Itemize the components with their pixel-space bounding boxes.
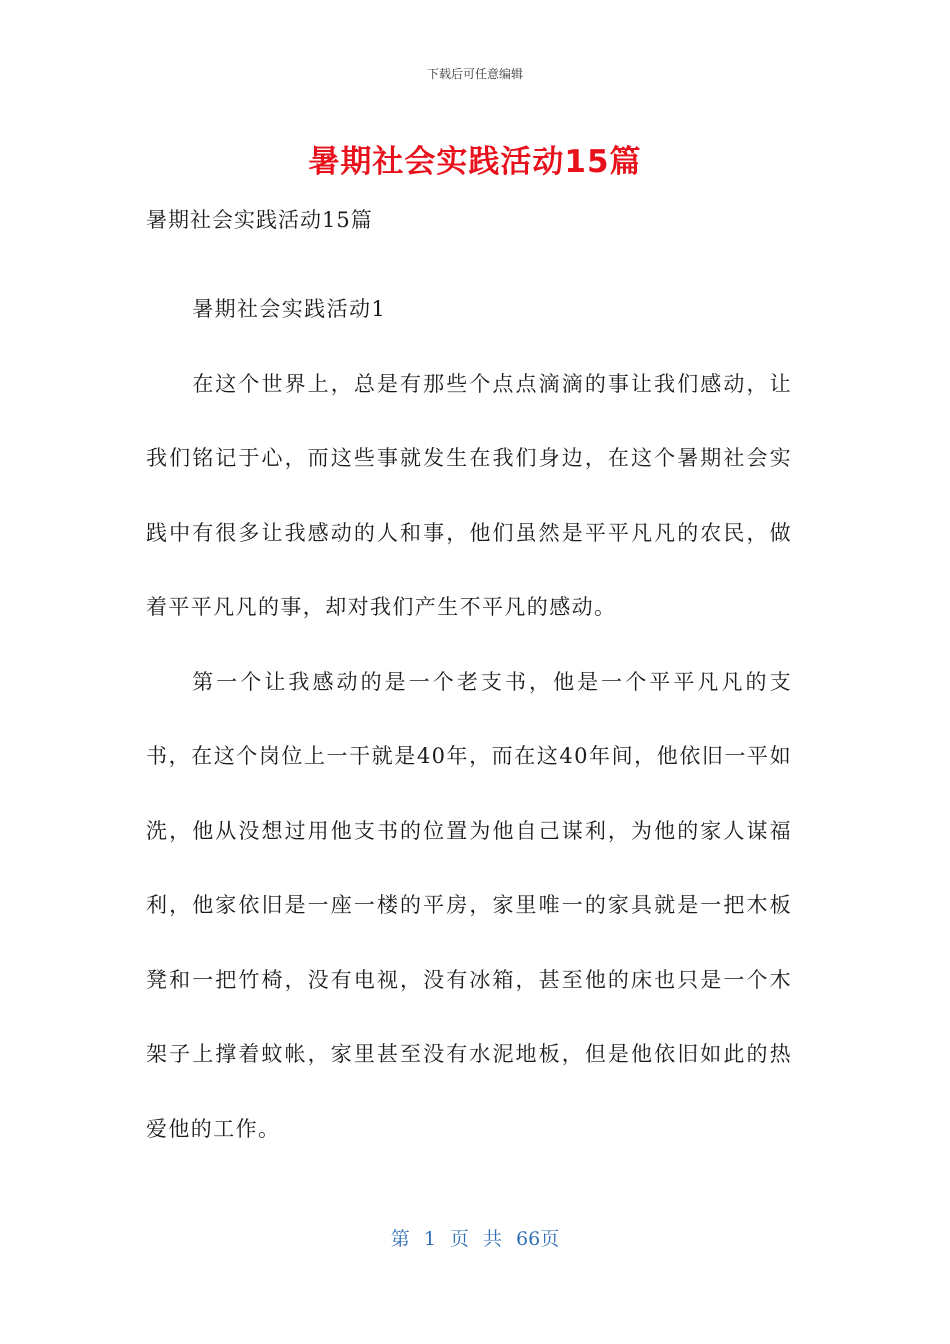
header-note: 下载后可任意编辑: [426, 67, 523, 81]
paragraph: 在这个世界上，总是有那些个点点滴滴的事让我们感动，让我们铭记于心，而这些事就发生在我们身边，在这个暑期社会实践中有很多让我感动的人和事，他们虽然是平平凡凡的农民，做着平平凡凡的事，却对我们产生不平凡的感动。: [146, 371, 792, 619]
document-subtitle: 暑期社会实践活动15篇: [146, 208, 373, 232]
section-heading: 暑期社会实践活动1: [192, 297, 387, 321]
document-title: 暑期社会实践活动15篇: [308, 144, 642, 180]
paragraph: 第一个让我感动的是一个老支书，他是一个平平凡凡的支书，在这个岗位上一干就是40年，而在这40年间，他依旧一平如洗，他从没想过用他支书的位置为他自己谋利，为他的家人谋福利，他家依旧是一座一楼的平房，家里唯一的家具就是一把木板凳和一把竹椅，没有电视，没有冰箱，甚至他的床也只是一个木架子上撑着蚊帐，家里甚至没有水泥地板，但是他依旧如此的热爱他的工作。: [146, 669, 792, 1141]
page-number: 第 1 页 共 66页: [390, 1228, 560, 1250]
document-body: [146, 198, 792, 1166]
